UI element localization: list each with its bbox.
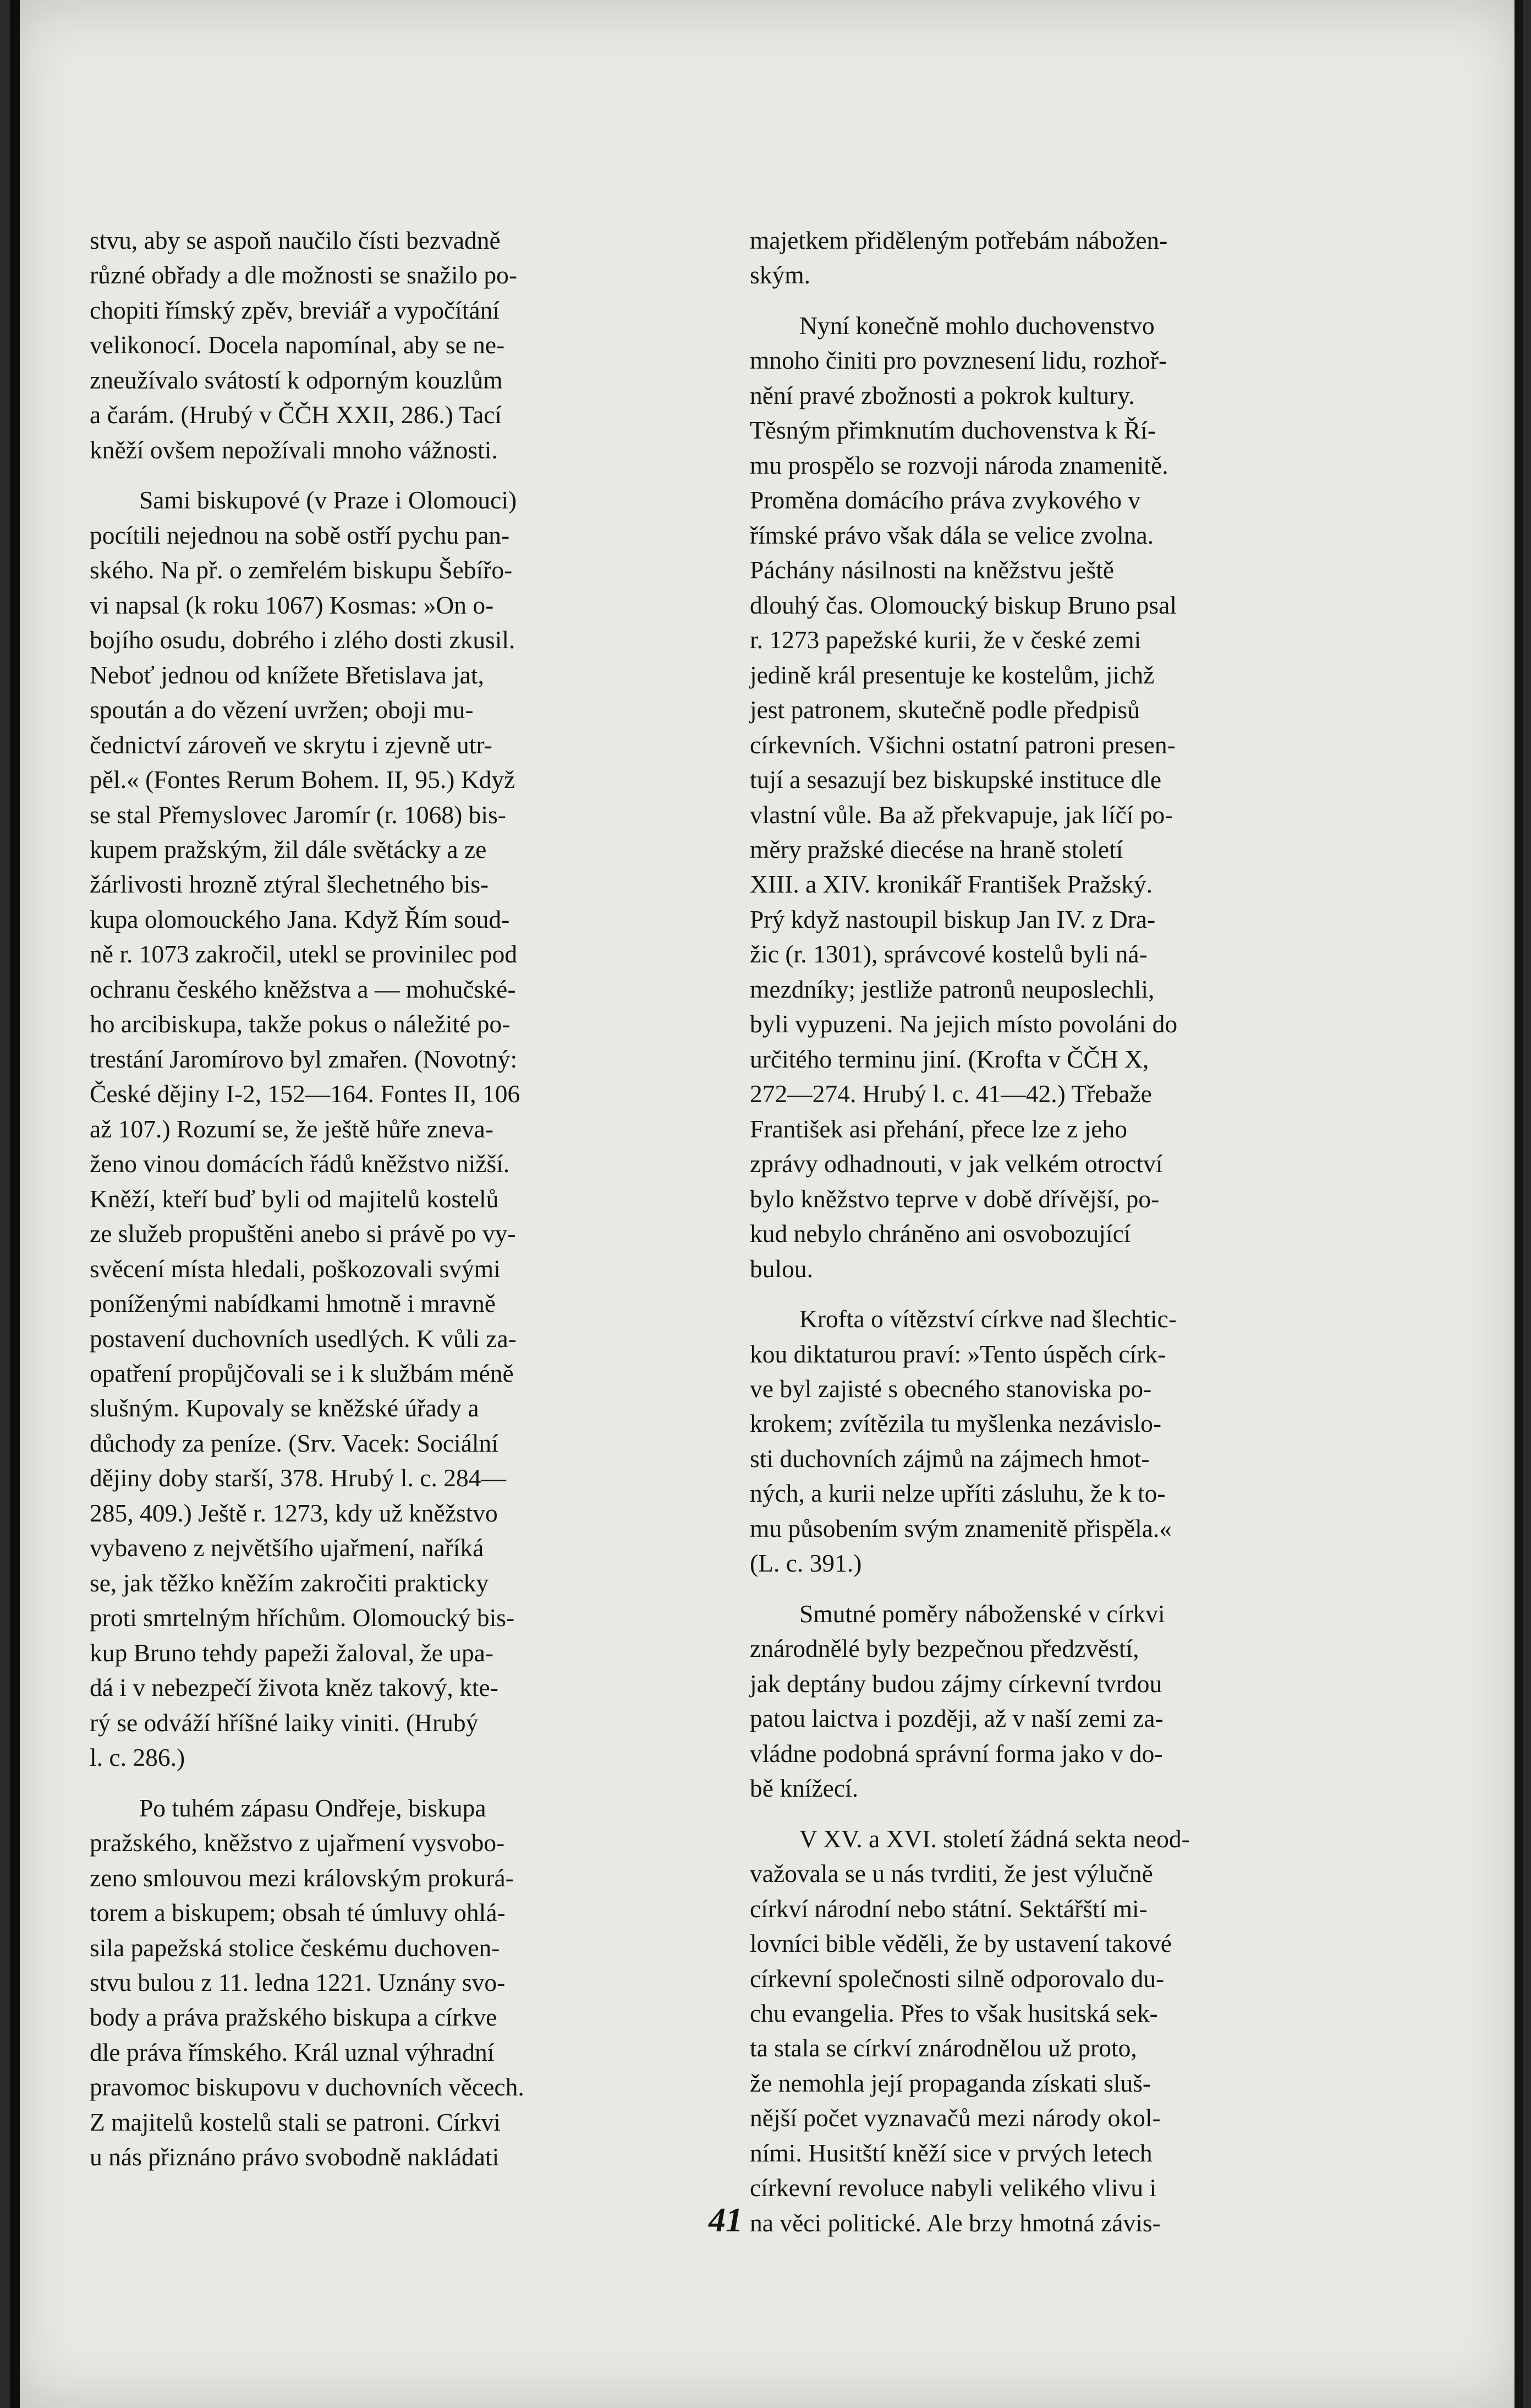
text-line: římské právo však dála se velice zvolna. bbox=[750, 521, 1154, 549]
text-line: stvu bulou z 11. ledna 1221. Uznány svo- bbox=[90, 1968, 506, 1996]
text-line: mu působením svým znamenitě přispěla.« bbox=[750, 1514, 1172, 1542]
paragraph bbox=[750, 1596, 1355, 1806]
text-line: majetkem přiděleným potřebám nábožen- bbox=[750, 226, 1168, 254]
text-line: pravomoc biskupovu v duchovních věcech. bbox=[90, 2073, 524, 2101]
text-line: ními. Husitští kněží sice v prvých letech bbox=[750, 2138, 1153, 2167]
text-line: stvu, aby se aspoň naučilo čísti bezvadně bbox=[90, 226, 501, 254]
text-line: pěl.« (Fontes Rerum Bohem. II, 95.) Když bbox=[90, 765, 515, 794]
right-text-column bbox=[750, 223, 1355, 2240]
text-line: žic (r. 1301), správcové kostelů byli ná- bbox=[750, 940, 1148, 968]
text-line: a čarám. (Hrubý v ČČH XXII, 286.) Tací bbox=[90, 401, 502, 429]
paragraph bbox=[750, 1301, 1355, 1581]
paragraph bbox=[90, 483, 695, 1775]
left-text-column bbox=[90, 223, 695, 2175]
text-line: církevních. Všichni ostatní patroni presen- bbox=[750, 730, 1176, 759]
text-line: Neboť jednou od knížete Břetislava jat, bbox=[90, 660, 484, 689]
text-line: dlouhý čas. Olomoucký biskup Bruno psal bbox=[750, 590, 1177, 619]
text-line: dá i v nebezpečí života kněz takový, kte- bbox=[90, 1673, 498, 1702]
text-line: čednictví zároveň ve skrytu i zjevně utr- bbox=[90, 730, 492, 759]
text-line: ským. bbox=[750, 261, 810, 289]
text-line: určitého terminu jiní. (Krofta v ČČH X, bbox=[750, 1044, 1149, 1073]
text-line: lovníci bible věděli, že by ustavení takové bbox=[750, 1929, 1172, 1958]
page-number: 41 bbox=[709, 2202, 743, 2239]
text-line: Páchány násilnosti na kněžstvu ještě bbox=[750, 556, 1115, 584]
text-line: Proměna domácího práva zvykového v bbox=[750, 486, 1141, 515]
text-line: se, jak těžko kněžím zakročiti prakticky bbox=[90, 1568, 489, 1597]
text-line: ve byl zajisté s obecného stanoviska po- bbox=[750, 1375, 1152, 1403]
text-line: patou laictva i později, až v naší zemi za- bbox=[750, 1704, 1164, 1733]
text-line: krokem; zvítězila tu myšlenka nezávislo- bbox=[750, 1409, 1161, 1438]
text-line: važovala se u nás tvrditi, že jest výlučně bbox=[750, 1859, 1153, 1888]
text-line: jedině král presentuje ke kostelům, jichž bbox=[750, 660, 1155, 689]
text-line: sti duchovních zájmů na zájmech hmot- bbox=[750, 1444, 1150, 1473]
paragraph bbox=[750, 308, 1355, 1286]
text-line: mu prospělo se rozvoji národa znamenitě. bbox=[750, 451, 1168, 479]
paragraph-gap bbox=[750, 1581, 1355, 1596]
text-line: na věci politické. Ale brzy hmotná závis- bbox=[750, 2208, 1161, 2237]
text-line: body a práva pražského biskupa a církve bbox=[90, 2003, 497, 2032]
text-line: ze služeb propuštěni anebo si právě po vy- bbox=[90, 1219, 516, 1248]
text-line: kupa olomouckého Jana. Když Řím soud- bbox=[90, 905, 510, 933]
text-line: rý se odváží hříšné laiky viniti. (Hrubý bbox=[90, 1708, 479, 1737]
text-line: u nás přiznáno právo svobodně nakládati bbox=[90, 2143, 500, 2171]
text-line: Po tuhém zápasu Ondřeje, biskupa bbox=[139, 1793, 486, 1822]
text-line: bě knížecí. bbox=[750, 1774, 859, 1803]
text-line: kněží ovšem nepožívali mnoho vážnosti. bbox=[90, 435, 498, 464]
text-line: chopiti římský zpěv, breviář a vypočítání bbox=[90, 295, 500, 324]
text-line: Sami biskupové (v Praze i Olomouci) bbox=[139, 486, 517, 515]
text-line: různé obřady a dle možnosti se snažilo po- bbox=[90, 261, 518, 289]
text-line: r. 1273 papežské kurii, že v české zemi bbox=[750, 626, 1142, 654]
text-line: Nyní konečně mohlo duchovenstvo bbox=[799, 311, 1155, 340]
text-line: důchody za peníze. (Srv. Vacek: Sociální bbox=[90, 1429, 498, 1457]
text-line: pocítili nejednou na sobě ostří pychu pan- bbox=[90, 521, 510, 549]
text-line: (L. c. 391.) bbox=[750, 1549, 862, 1578]
text-line: opatření propůjčovali se i k službám méně bbox=[90, 1359, 514, 1387]
text-line: církevní revoluce nabyli velikého vlivu i bbox=[750, 2174, 1157, 2202]
text-line: ochranu českého kněžstva a — mohučské- bbox=[90, 975, 516, 1003]
text-line: V XV. a XVI. století žádná sekta neod- bbox=[799, 1824, 1190, 1853]
text-line: ského. Na př. o zemřelém biskupu Šebířo- bbox=[90, 556, 513, 584]
text-line: slušným. Kupovaly se kněžské úřady a bbox=[90, 1394, 479, 1422]
paragraph-gap bbox=[750, 1806, 1355, 1821]
text-line: kup Bruno tehdy papeži žaloval, že upa- bbox=[90, 1638, 494, 1667]
text-line: znárodnělé byly bezpečnou předzvěstí, bbox=[750, 1634, 1139, 1663]
text-line: měry pražské diecése na hraně století bbox=[750, 835, 1123, 863]
book-page bbox=[10, 0, 1523, 2408]
scan-edge-left bbox=[10, 0, 20, 2408]
text-line: vládne podobná správní forma jako v do- bbox=[750, 1739, 1163, 1767]
text-line: ta stala se církví znárodnělou už proto, bbox=[750, 2034, 1137, 2062]
text-line: 272—274. Hrubý l. c. 41—42.) Třebaže bbox=[750, 1080, 1152, 1108]
text-line: Krofta o vítězství církve nad šlechtic- bbox=[799, 1305, 1177, 1333]
paragraph-gap bbox=[90, 1775, 695, 1791]
text-line: kou diktaturou praví: »Tento úspěch círk- bbox=[750, 1339, 1166, 1368]
text-line: nění pravé zbožnosti a pokrok kultury. bbox=[750, 381, 1135, 409]
text-line: až 107.) Rozumí se, že ještě hůře zneva- bbox=[90, 1114, 493, 1143]
paragraph-gap bbox=[90, 467, 695, 483]
text-line: poníženými nabídkami hmotně i mravně bbox=[90, 1289, 496, 1318]
text-line: ženo vinou domácích řádů kněžstvo nižší. bbox=[90, 1150, 510, 1178]
paragraph bbox=[750, 223, 1355, 293]
text-line: vi napsal (k roku 1067) Kosmas: »On o- bbox=[90, 590, 494, 619]
text-line: sila papežská stolice českému duchoven- bbox=[90, 1933, 500, 1962]
text-line: trestání Jaromírovo byl zmařen. (Novotný: bbox=[90, 1044, 518, 1073]
text-line: pražského, kněžstvo z ujařmení vysvobo- bbox=[90, 1829, 505, 1857]
paragraph bbox=[750, 1821, 1355, 2241]
text-line: spoután a do vězení uvržen; oboji mu- bbox=[90, 696, 474, 724]
text-line: nější počet vyznavačů mezi národy okol- bbox=[750, 2104, 1161, 2132]
text-line: bylo kněžstvo teprve v době dřívější, po- bbox=[750, 1184, 1160, 1213]
paragraph-gap bbox=[750, 1286, 1355, 1301]
text-line: ně r. 1073 zakročil, utekl se provinilec pod bbox=[90, 940, 518, 968]
text-line: mnoho činiti pro povznesení lidu, rozhoř- bbox=[750, 346, 1167, 375]
text-line: Kněží, kteří buď byli od majitelů kostelů bbox=[90, 1184, 499, 1213]
text-line: žárlivosti hrozně ztýral šlechetného bis- bbox=[90, 870, 489, 899]
text-line: vlastní vůle. Ba až překvapuje, jak líčí po- bbox=[750, 800, 1173, 829]
text-line: XIII. a XIV. kronikář František Pražský. bbox=[750, 870, 1153, 899]
text-line: jest patronem, skutečně podle předpisů bbox=[750, 696, 1140, 724]
text-line: zeno smlouvou mezi královským prokurá- bbox=[90, 1863, 514, 1892]
text-line: l. c. 286.) bbox=[90, 1743, 185, 1772]
text-line: Z majitelů kostelů stali se patroni. Církvi bbox=[90, 2108, 501, 2136]
text-line: jak deptány budou zájmy církevní tvrdou bbox=[750, 1669, 1162, 1698]
text-line: se stal Přemyslovec Jaromír (r. 1068) bis- bbox=[90, 800, 506, 829]
text-line: ho arcibiskupa, takže pokus o náležité po- bbox=[90, 1010, 511, 1038]
text-line: ných, a kurii nelze upříti zásluhu, že k to- bbox=[750, 1479, 1166, 1508]
text-line: kupem pražským, žil dále světácky a ze bbox=[90, 835, 487, 863]
text-line: České dějiny I-2, 152—164. Fontes II, 106 bbox=[90, 1080, 520, 1108]
text-line: Smutné poměry náboženské v církvi bbox=[799, 1599, 1165, 1628]
text-line: bulou. bbox=[750, 1254, 814, 1283]
paragraph bbox=[90, 1791, 695, 2175]
text-line: zprávy odhadnouti, v jak velkém otroctví bbox=[750, 1150, 1163, 1178]
text-line: že nemohla její propaganda získati sluš- bbox=[750, 2068, 1151, 2097]
text-line: bojího osudu, dobrého i zlého dosti zkusil. bbox=[90, 626, 515, 654]
paragraph-gap bbox=[750, 293, 1355, 308]
scan-edge-right bbox=[1514, 0, 1523, 2408]
text-line: chu evangelia. Přes to však husitská sek- bbox=[750, 1999, 1158, 2027]
text-line: proti smrtelným hříchům. Olomoucký bis- bbox=[90, 1603, 515, 1632]
text-line: zneužívalo svátostí k odporným kouzlům bbox=[90, 365, 503, 394]
text-line: vybaveno z největšího ujařmení, naříká bbox=[90, 1534, 484, 1562]
text-line: 285, 409.) Ještě r. 1273, kdy už kněžstvo bbox=[90, 1498, 498, 1527]
text-line: velikonocí. Docela napomínal, aby se ne- bbox=[90, 331, 505, 359]
text-line: torem a biskupem; obsah té úmluvy ohlá- bbox=[90, 1898, 506, 1927]
text-line: svěcení místa hledali, poškozovali svými bbox=[90, 1254, 501, 1283]
text-line: František asi přehání, přece lze z jeho bbox=[750, 1114, 1127, 1143]
paragraph bbox=[90, 223, 695, 467]
text-line: tují a sesazují bez biskupské instituce dle bbox=[750, 765, 1162, 794]
text-line: kud nebylo chráněno ani osvobozující bbox=[750, 1219, 1131, 1248]
text-line: postavení duchovních usedlých. K vůli za- bbox=[90, 1324, 517, 1353]
text-line: církví národní nebo státní. Sektářští mi- bbox=[750, 1894, 1148, 1923]
text-line: Těsným přimknutím duchovenstva k Ří- bbox=[750, 416, 1156, 445]
text-line: byli vypuzeni. Na jejich místo povoláni do bbox=[750, 1010, 1178, 1038]
text-line: církevní společnosti silně odporovalo du- bbox=[750, 1964, 1165, 1993]
text-line: dle práva římského. Král uznal výhradní bbox=[90, 2038, 495, 2066]
text-line: mezdníky; jestliže patronů neuposlechli, bbox=[750, 975, 1155, 1003]
text-line: Prý když nastoupil biskup Jan IV. z Dra- bbox=[750, 905, 1156, 933]
text-line: dějiny doby starší, 378. Hrubý l. c. 284— bbox=[90, 1464, 506, 1492]
